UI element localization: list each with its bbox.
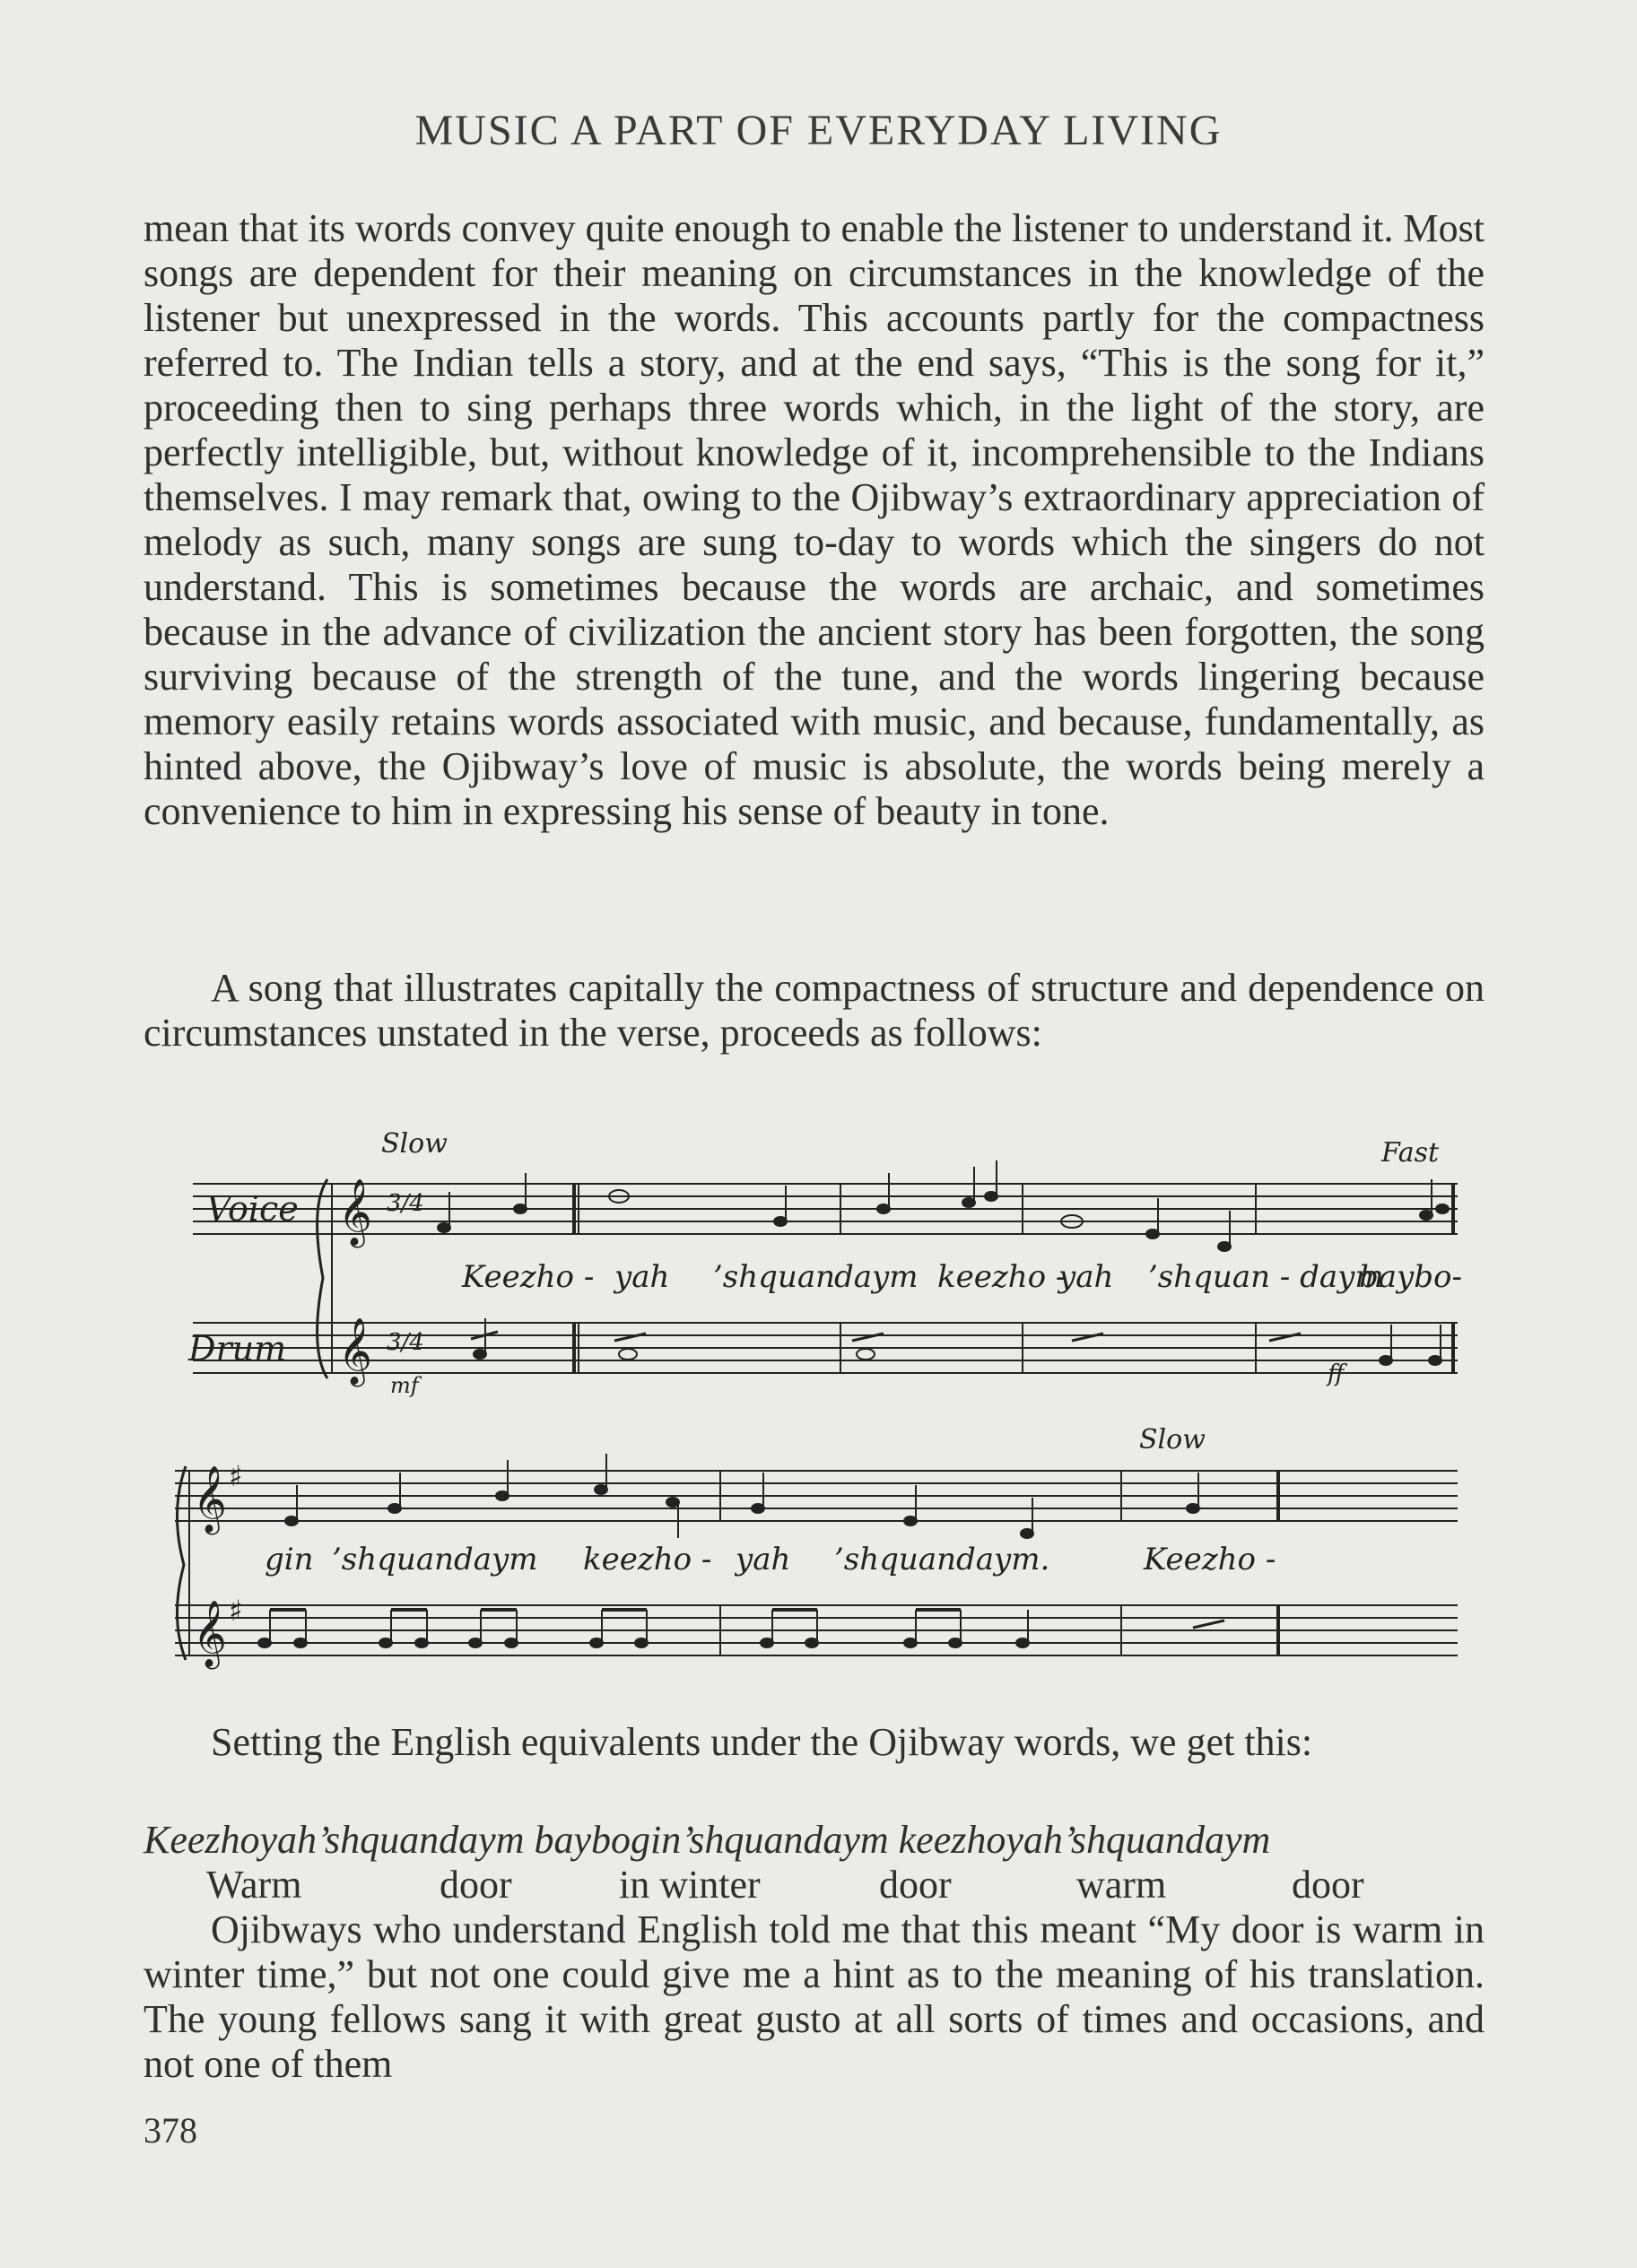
body-paragraph [144,206,1485,834]
tempo-slow-label: Slow [381,1128,448,1160]
lyric-syllable: Keezho - [462,1259,595,1295]
paragraph-text: Ojibways who understand English told me that this meant “My door is warm in winter time,” but not one could give me a hint as to the meaning of his translation. The young fellows sang it with great gusto at all sorts of times and occasions, and not one of them [144,1907,1485,2086]
paragraph-text: A song that illustrates capitally the compactness of structure and dependence on circumstances unstated in the verse, proceeds as follows: [144,966,1485,1055]
lyric-syllable: keezho - [937,1259,1067,1295]
gloss-word: door [879,1863,952,1907]
gloss-word: door [440,1863,512,1907]
page-number: 378 [144,2110,197,2151]
lyric-syllable: baybo- [1359,1259,1462,1295]
time-signature: 3/4 [387,1190,424,1217]
tempo-slow-label: Slow [1139,1424,1206,1456]
lyric-syllable: gin [265,1542,314,1577]
voice-label: Voice [206,1189,299,1229]
treble-clef-icon: 𝄞 [338,1318,372,1385]
music-score [175,1117,1467,1690]
dynamic-marking: ff [1328,1360,1345,1387]
lyric-syllable: yah [1058,1259,1114,1295]
lyric-syllable: ’shquan - daym [1148,1259,1384,1295]
music-notation [175,1117,1467,1690]
dynamic-marking: mf [390,1373,419,1398]
paragraph-text: mean that its words convey quite enough to enable the listener to understand it. Most songs are dependent for their meaning on circumstances in the knowledge of the listener but unexpressed in the words. This accounts partly for the compactness referred to. The Indian tells a story, and at the end says, “This is the song for it,” proceeding then to sing perhaps three words which, in the light of the story, are perfectly intelligible, but, without knowledge of it, incomprehensible to the Indians themselves. I may remark that, owing to the Ojibway’s extraordinary appreciation of melody as such, many songs are sung to-day to words which the singers do not understand. This is sometimes because the words are archaic, and sometimes because in the advance of civilization the ancient story has been forgotten, the song surviving because of the strength of the tune, and the words lingering because memory easily retains words associated with music, and because, fundamentally, as hinted above, the Ojibway’s love of music is absolute, the words being merely a convenience to him in expressing his sense of beauty in tone. [144,206,1485,833]
drum-label: Drum [188,1329,287,1369]
sharp-icon: ♯ [229,1459,243,1493]
sharp-icon: ♯ [229,1594,243,1628]
treble-clef-icon: 𝄞 [193,1601,227,1667]
gloss-word: in winter [619,1863,761,1907]
body-paragraph [144,1907,1485,2087]
gloss-word: Warm [206,1863,302,1907]
body-paragraph [144,966,1485,1056]
running-head: MUSIC A PART OF EVERYDAY LIVING [414,107,1223,154]
lyric-syllable: Keezho - [1144,1542,1276,1577]
treble-clef-icon: 𝄞 [193,1466,227,1533]
lyric-syllable: keezho - [583,1542,712,1577]
ojibway-verse-line: Keezhoyah’shquandaym baybogin’shquandaym keezhoyah’shquandaym [144,1818,1271,1862]
english-gloss-line [144,1863,1485,1907]
lyric-syllable: ’shquandaym [332,1542,538,1577]
lyric-syllable: yah [614,1259,670,1295]
gloss-word: door [1292,1863,1364,1907]
treble-clef-icon: 𝄞 [338,1179,372,1246]
gloss-word: warm [1076,1863,1167,1907]
lyric-syllable: ’shquandaym. [834,1542,1050,1577]
lyric-syllable: daym [834,1259,919,1295]
tempo-fast-label: Fast [1381,1137,1440,1169]
lyric-syllable: yah [736,1542,791,1577]
time-signature: 3/4 [387,1329,424,1356]
paragraph-text: Setting the English equivalents under the Ojibway words, we get this: [211,1720,1313,1764]
body-paragraph [144,1720,1485,1765]
lyric-syllable: ’shquan [713,1259,835,1295]
